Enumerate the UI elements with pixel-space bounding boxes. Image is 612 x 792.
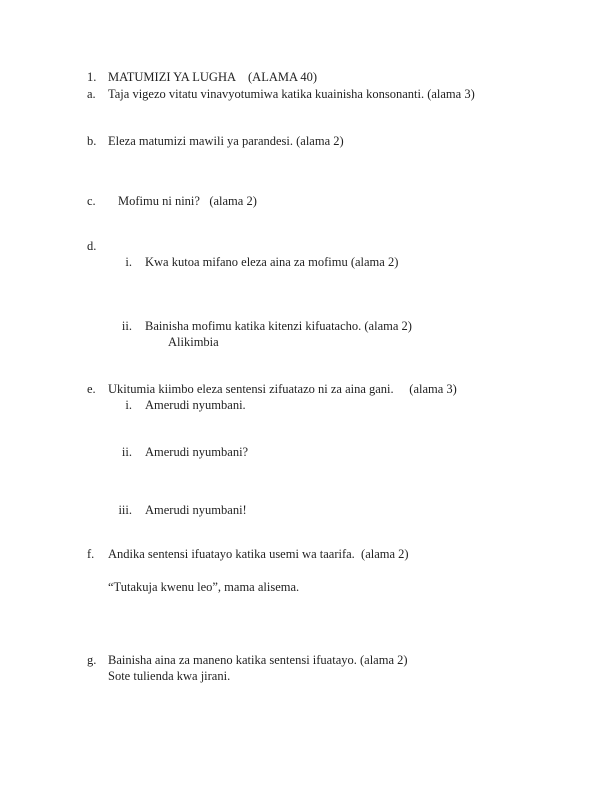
part-e-line: [0, 382, 612, 398]
part-e-i-text: Amerudi nyumbani.: [145, 398, 246, 412]
part-d-i-text: Kwa kutoa mifano eleza aina za mofimu (alama 2): [145, 255, 399, 269]
part-e-iii-label: iii.: [118, 503, 132, 517]
part-e-ii-line: [0, 445, 612, 461]
part-e-i-line: [0, 398, 612, 414]
part-d-ii-example-line: [0, 335, 612, 351]
part-d-line: [0, 239, 612, 255]
part-a-text: Taja vigezo vitatu vinavyotumiwa katika kuainisha konsonanti. (alama 3): [108, 87, 475, 101]
part-g-example-sentence: Sote tulienda kwa jirani.: [108, 669, 231, 683]
part-d-i-label: i.: [125, 255, 132, 269]
part-e-iii-text: Amerudi nyumbani!: [145, 503, 247, 517]
section-title: MATUMIZI YA LUGHA: [108, 70, 237, 84]
part-d-ii-example: Alikimbia: [168, 335, 219, 349]
part-g-text: Bainisha aina za maneno katika sentensi ifuatayo. (alama 2): [108, 653, 408, 667]
question-number: 1.: [87, 70, 97, 84]
part-f-example-quote: “Tutakuja kwenu leo”, mama alisema.: [108, 580, 300, 594]
part-e-i-label: i.: [125, 398, 132, 412]
part-a-line: [0, 87, 612, 103]
part-e-iii-line: [0, 503, 612, 519]
part-d-ii-label: ii.: [121, 319, 132, 333]
part-d-ii-text: Bainisha mofimu katika kitenzi kifuatacho. (alama 2): [145, 319, 412, 333]
section-marks: (ALAMA 40): [248, 70, 318, 84]
part-f-label: f.: [87, 547, 95, 561]
part-b-line: [0, 134, 612, 150]
part-f-example-line: [0, 580, 612, 596]
part-c-line: [0, 194, 612, 210]
part-e-ii-label: ii.: [121, 445, 132, 459]
part-d-ii-line: [0, 319, 612, 335]
part-e-ii-text: Amerudi nyumbani?: [145, 445, 249, 459]
part-g-label: g.: [87, 653, 97, 667]
part-f-text: Andika sentensi ifuatayo katika usemi wa taarifa. (alama 2): [108, 547, 409, 561]
exam-heading-line: [0, 70, 612, 86]
part-g-example-line: [0, 669, 612, 685]
part-f-line: [0, 547, 612, 563]
part-a-label: a.: [87, 87, 96, 101]
part-b-text: Eleza matumizi mawili ya parandesi. (alama 2): [108, 134, 344, 148]
part-b-label: b.: [87, 134, 97, 148]
part-e-text: Ukitumia kiimbo eleza sentensi zifuatazo ni za aina gani. (alama 3): [108, 382, 457, 396]
part-d-i-line: [0, 255, 612, 271]
part-c-text: Mofimu ni nini? (alama 2): [118, 194, 257, 208]
part-g-line: [0, 653, 612, 669]
part-d-label: d.: [87, 239, 97, 253]
part-e-label: e.: [87, 382, 96, 396]
part-c-label: c.: [87, 194, 96, 208]
